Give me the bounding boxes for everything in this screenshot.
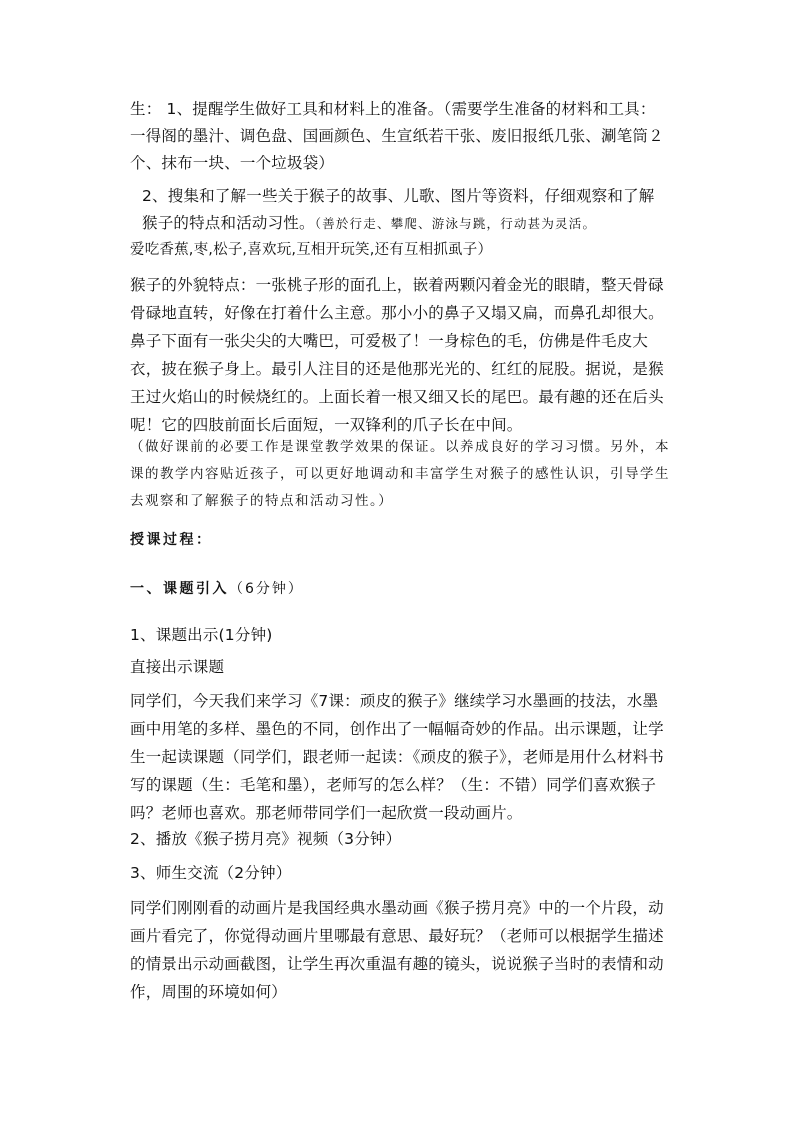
step-2-title: 2、播放《猴子捞月亮》视频（3分钟） <box>130 830 402 848</box>
prep-paragraph-2-tail: 爱吃香蕉,枣,松子,喜欢玩,互相开玩笑,还有互相抓虱子） <box>130 242 493 258</box>
process-title: 授课过程： <box>130 532 213 548</box>
prep-paragraph-2-main: 2、搜集和了解一些关于猴子的故事、儿歌、图片等资料，仔细观察和了解猴子的特点和活动习性。 <box>142 187 655 232</box>
prep-paragraph-1: 生： 1、提醒学生做好工具和材料上的准备。（需要学生准备的材料和工具：一得阁的墨汁、调色盘、国画颜色、生宣纸若干张、废旧报纸几张、涮笔筒２个、抹布一块、一个垃圾袋） <box>130 100 664 172</box>
step-1-title: 1、课题出示(1分钟) <box>130 626 273 644</box>
appearance-paragraph: 猴子的外貌特点：一张桃子形的面孔上，嵌着两颗闪着金光的眼睛，整天骨碌骨碌地直转，好像在打着什么主意。那小小的鼻子又塌又扁，而鼻孔却很大。鼻子下面有一张尖尖的大嘴巴，可爱极了！一身棕色的毛，仿佛是件毛皮大衣，披在猴子身上。最引人注目的还是他那光光的、红红的屁股。据说，是猴王过火焰山的时候烧红的。上面长着一根又细又长的尾巴。最有趣的还在后头呢！它的四肢前面长后面短，一双锋利的爪子长在中间。 <box>130 276 664 434</box>
section-1-title: 一、课题引入 <box>130 581 229 597</box>
section-1-duration: （6分钟） <box>229 581 304 597</box>
step-3-title: 3、师生交流（2分钟） <box>130 864 292 882</box>
section-1-heading <box>130 576 670 603</box>
note-paragraph: （做好课前的必要工作是课堂教学效果的保证。以养成良好的学习习惯。另外，本课的教学内容贴近孩子，可以更好地调动和丰富学生对猴子的感性认识，引导学生去观察和了解猴子的特点和活动习性。） <box>130 439 670 509</box>
prep-paragraph-2-small: （善於行走、攀爬、游泳与跳，行动甚为灵活。 <box>314 216 597 231</box>
step-3-body: 同学们刚刚看的动画片是我国经典水墨动画《猴子捞月亮》中的一个片段，动画片看完了，你觉得动画片里哪最有意思、最好玩？（老师可以根据学生描述的情景出示动画截图，让学生再次重温有趣的镜头，说说猴子当时的表情和动作，周围的环境如何） <box>130 899 664 1001</box>
prep-paragraph-2 <box>142 183 670 237</box>
step-1-body: 同学们，今天我们来学习《7课：顽皮的猴子》继续学习水墨画的技法，水墨画中用笔的多样、墨色的不同，创作出了一幅幅奇妙的作品。出示课题，让学生一起读课题（同学们，跟老师一起读：《顽皮的猴子》，老师是用什么材料书写的课题（生：毛笔和墨），老师写的怎么样？（生：不错）同学们喜欢猴子吗？老师也喜欢。那老师带同学们一起欣赏一段动画片。 <box>130 692 665 822</box>
step-1-subtitle: 直接出示课题 <box>130 658 225 676</box>
